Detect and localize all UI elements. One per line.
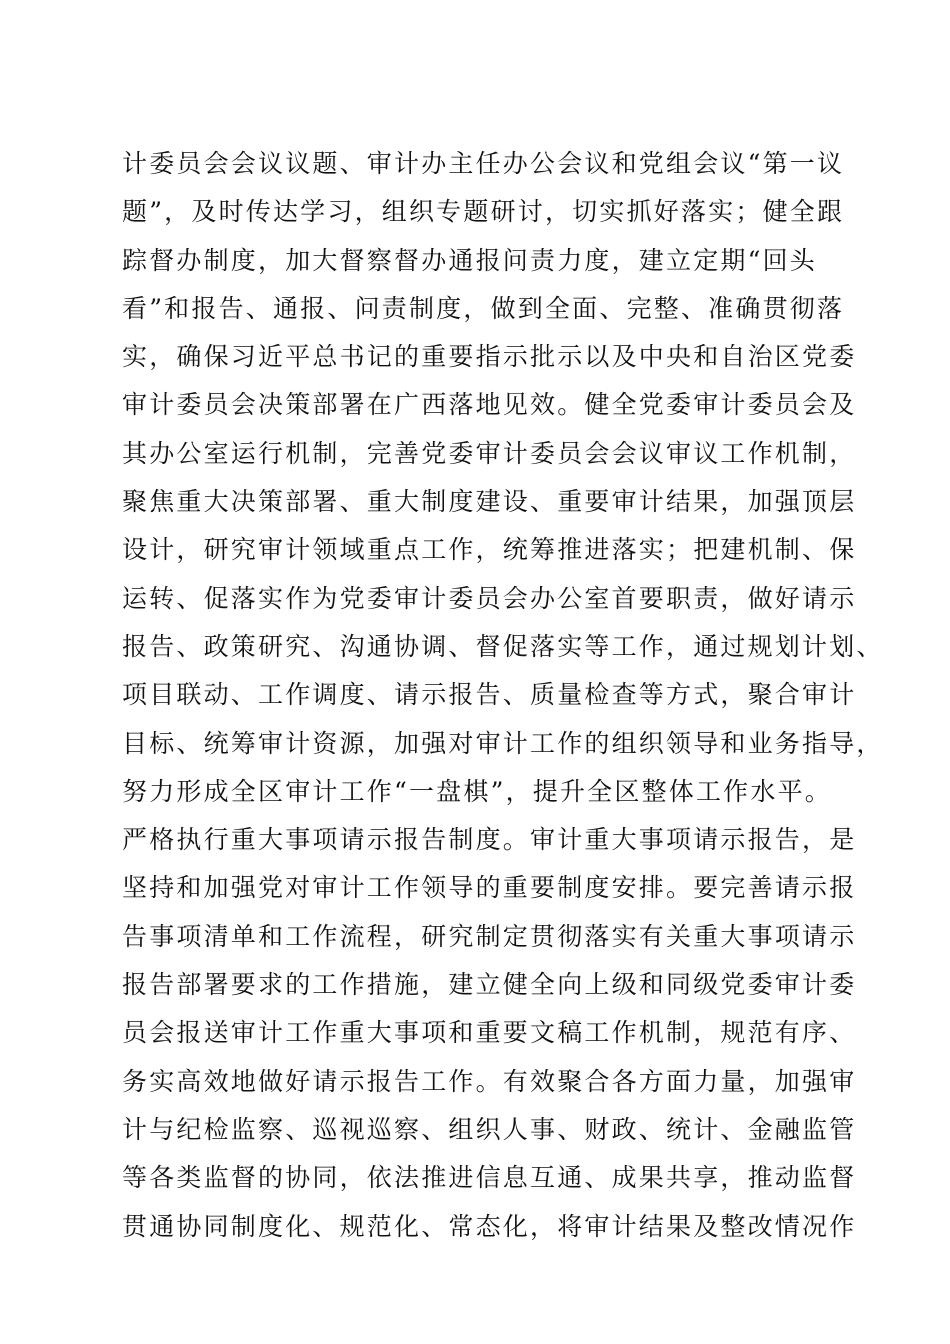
text-line: 设计，研究审计领域重点工作，统筹推进落实；把建机制、保 — [122, 535, 857, 565]
text-line: 项目联动、工作调度、请示报告、质量检查等方式，聚合审计 — [122, 680, 857, 710]
text-line: 等各类监督的协同，依法推进信息互通、成果共享，推动监督 — [122, 1163, 857, 1193]
text-line: 严格执行重大事项请示报告制度。审计重大事项请示报告，是 — [122, 825, 857, 855]
text-line: 实，确保习近平总书记的重要指示批示以及中央和自治区党委 — [122, 342, 857, 372]
body-text — [122, 140, 884, 1251]
text-line: 目标、统筹审计资源，加强对审计工作的组织领导和业务指导， — [122, 728, 884, 758]
text-line: 员会报送审计工作重大事项和重要文稿工作机制，规范有序、 — [122, 1018, 857, 1048]
text-line: 务实高效地做好请示报告工作。有效聚合各方面力量，加强审 — [122, 1066, 857, 1096]
text-line: 运转、促落实作为党委审计委员会办公室首要职责，做好请示 — [122, 583, 857, 613]
text-line: 计委员会会议议题、审计办主任办公会议和党组会议“第一议 — [122, 149, 845, 178]
text-line: 审计委员会决策部署在广西落地见效。健全党委审计委员会及 — [122, 390, 857, 420]
text-line: 努力形成全区审计工作“一盘棋”，提升全区整体工作水平。 — [122, 776, 832, 806]
text-line: 贯通协同制度化、规范化、常态化，将审计结果及整改情况作 — [122, 1211, 857, 1241]
text-line: 告事项清单和工作流程，研究制定贯彻落实有关重大事项请示 — [122, 921, 857, 951]
text-line: 题”，及时传达学习，组织专题研讨，切实抓好落实；健全跟 — [122, 197, 845, 227]
text-line: 其办公室运行机制，完善党委审计委员会会议审议工作机制， — [122, 438, 857, 468]
text-line: 踪督办制度，加大督察督办通报问责力度，建立定期“回头 — [122, 245, 817, 275]
text-line: 聚焦重大决策部署、重大制度建设、重要审计结果，加强顶层 — [122, 487, 857, 517]
text-line: 看”和报告、通报、问责制度，做到全面、完整、准确贯彻落 — [122, 293, 845, 323]
text-line: 报告、政策研究、沟通协调、督促落实等工作，通过规划计划、 — [122, 631, 884, 661]
text-line: 报告部署要求的工作措施，建立健全向上级和同级党委审计委 — [122, 970, 857, 1000]
text-line: 计与纪检监察、巡视巡察、组织人事、财政、统计、金融监管 — [122, 1114, 857, 1144]
text-line: 坚持和加强党对审计工作领导的重要制度安排。要完善请示报 — [122, 873, 857, 903]
